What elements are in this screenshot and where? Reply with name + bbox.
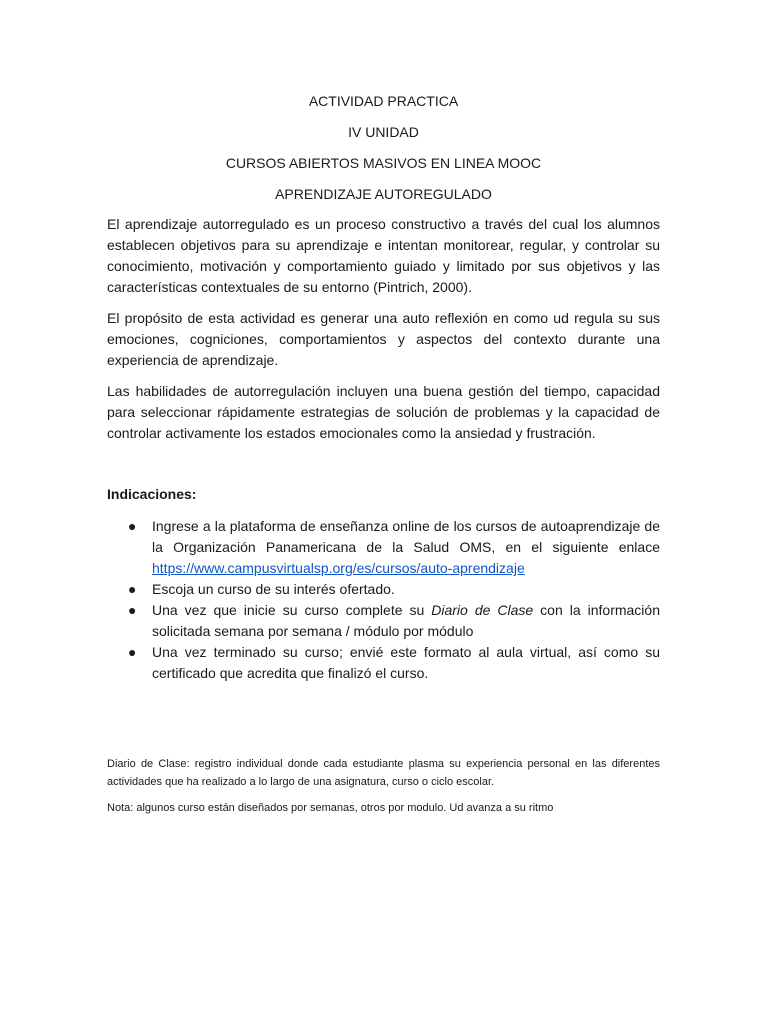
title-activity: ACTIVIDAD PRACTICA [308, 93, 459, 109]
title-topic: APRENDIZAJE AUTOREGULADO [275, 186, 492, 202]
list-item-text: con la información solicitada semana por semana / módulo por módulo [152, 602, 660, 639]
list-item [107, 642, 660, 684]
list-item-text: Ingrese a la plataforma de enseñanza online de los cursos de autoaprendizaje de la Organización Panamericana de la Salud OMS, en el siguiente enlace [152, 518, 660, 555]
list-item-text: Escoja un curso de su interés ofertado. [152, 581, 395, 597]
list-item [107, 579, 660, 600]
paragraph-skills: Las habilidades de autorregulación incluyen una buena gestión del tiempo, capacidad para seleccionar rápidamente estrategias de solución de problemas y la capacidad de controlar activamente los estados emocionales como la ansiedad y frustración. [107, 383, 660, 441]
title-course: CURSOS ABIERTOS MASIVOS EN LINEA MOOC [225, 155, 542, 171]
list-item-text: Una vez terminado su curso; envié este formato al aula virtual, así como su certificado que acredita que finalizó el curso. [152, 644, 660, 681]
footnote-nota: Nota: algunos curso están diseñados por semanas, otros por modulo. Ud avanza a su ritmo [107, 802, 554, 814]
diario-de-clase-term: Diario de Clase [431, 602, 534, 618]
bullet-icon: ● [128, 518, 137, 534]
footnote-diario: Diario de Clase: registro individual donde cada estudiante plasma su experiencia personal en las diferentes actividades que ha realizado a lo largo de una asignatura, curso o ciclo escolar. [107, 758, 660, 788]
footnotes [107, 755, 660, 825]
paragraph-purpose: El propósito de esta actividad es generar una auto reflexión en como ud regula su sus emociones, cogniciones, comportamientos y aspectos del contexto durante una experiencia de aprendizaje. [107, 310, 660, 368]
title-unit: IV UNIDAD [348, 124, 419, 140]
paragraph-definition: El aprendizaje autorregulado es un proceso constructivo a través del cual los alumnos establecen objetivos para su aprendizaje e intentan monitorear, regular, y controlar su conocimiento, motivación y comportamiento guiado y limitado por sus objetivos y las características contextuales de su entorno (Pintrich, 2000). [107, 216, 660, 295]
bullet-icon: ● [128, 581, 137, 597]
list-item [107, 516, 660, 579]
indicaciones-list [107, 516, 660, 684]
document-body [107, 92, 660, 684]
indicaciones-heading: Indicaciones: [107, 486, 197, 502]
campus-virtual-link[interactable]: https://www.campusvirtualsp.org/es/cursos/auto-aprendizaje [152, 560, 525, 576]
list-item [107, 600, 660, 642]
list-item-text: Una vez que inicie su curso complete su [152, 602, 432, 618]
bullet-icon: ● [128, 644, 137, 660]
bullet-icon: ● [128, 602, 137, 618]
